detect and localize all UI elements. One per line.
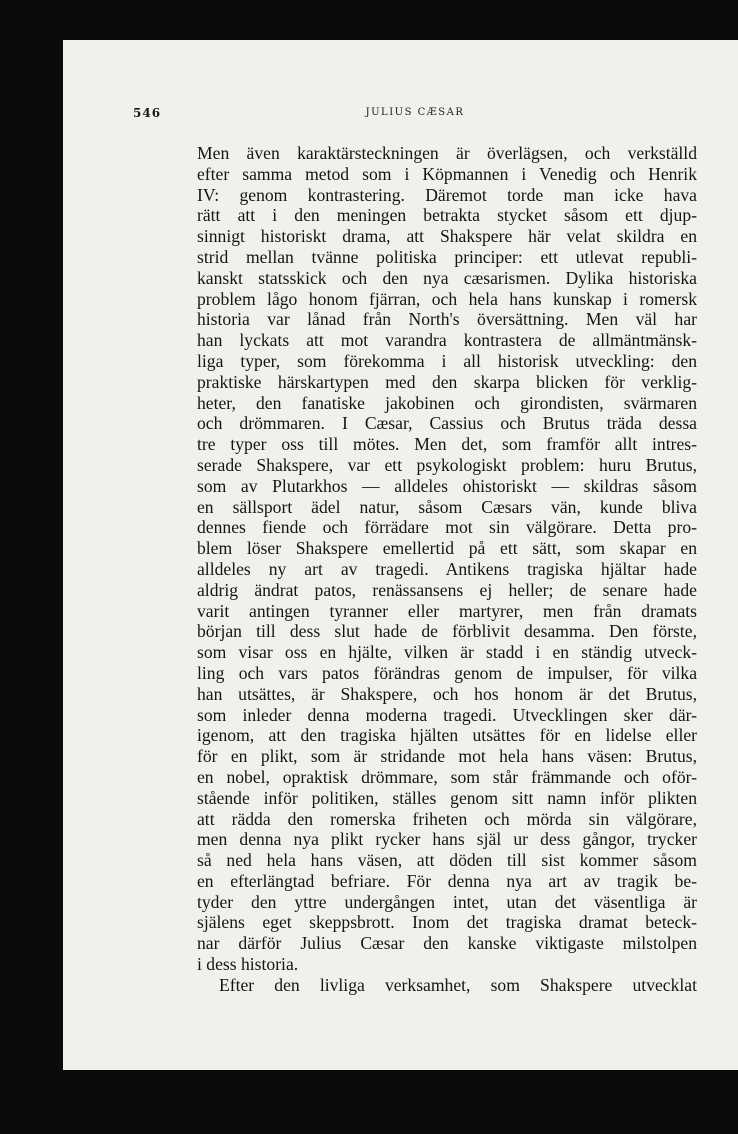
text-line: kanskt statsskick och den nya cæsarismen. Dylika historiska (197, 267, 697, 288)
text-line: blem löser Shakspere emellertid på ett sätt, som skapar en (197, 538, 697, 559)
text-line: serade Shakspere, var ett psykologiskt problem: huru Brutus, (197, 454, 697, 475)
text-line: aldrig ändrat patos, renässansens ej heller; de senare hade (197, 579, 697, 600)
text-line: strid mellan tvänne politiska principer: ett utlevat republi- (197, 246, 697, 267)
text-line: tre typer oss till mötes. Men det, som framför allt intres- (197, 434, 697, 455)
text-line: tyder den yttre undergången intet, utan det väsentliga är (197, 891, 697, 912)
text-line: liga typer, som förekomma i all historisk utveckling: den (197, 350, 697, 371)
text-line: nar därför Julius Cæsar den kanske viktigaste milstolpen (197, 933, 697, 954)
paragraph-end-line: i dess historia. (197, 954, 299, 975)
text-line: själens eget skeppsbrott. Inom det tragiska dramat beteck- (197, 912, 697, 933)
running-title: JULIUS CÆSAR (365, 107, 465, 118)
text-line: Men även karaktärsteckningen är överlägsen, och verkställd (197, 143, 697, 163)
text-line: men denna nya plikt rycker hans själ ur dess gångor, trycker (197, 829, 697, 850)
text-line: dennes fiende och förrädare mot sin välgörare. Detta pro- (197, 517, 697, 538)
text-line: heter, den fanatiske jakobinen och girondisten, svärmaren (197, 392, 697, 413)
text-line: en sällsport ädel natur, såsom Cæsars vän, kunde bliva (197, 496, 697, 517)
text-line: en efterlängtad befriare. För denna nya art av tragik be- (197, 870, 697, 891)
text-line: stående inför politiken, ställes genom sitt namn inför plikten (197, 787, 697, 808)
paragraph-start-line: Efter den livliga verksamhet, som Shakspere utvecklat (219, 974, 697, 995)
text-line: så ned hela hans väsen, att döden till sist kommer såsom (197, 850, 697, 871)
text-line: historia var lånad från North's översättning. Men väl har (197, 309, 697, 330)
text-line: han utsättes, är Shakspere, och hos honom är det Brutus, (197, 683, 697, 704)
text-line: början till dess slut hade de förblivit desamma. Den förste, (197, 621, 697, 642)
text-line: IV: genom kontrastering. Däremot torde man icke hava (197, 184, 697, 205)
text-line: för en plikt, som är stridande mot hela hans väsen: Brutus, (197, 746, 697, 767)
text-line: praktiske härskartypen med den skarpa blicken för verklig- (197, 371, 697, 392)
text-line: ling och vars patos förändras genom de impulser, för vilka (197, 662, 697, 683)
text-line: igenom, att den tragiska hjälten utsättes för en lidelse eller (197, 725, 697, 746)
text-line: varit antingen tyranner eller martyrer, men från dramats (197, 600, 697, 621)
text-line: som visar oss en hjälte, vilken är stadd i en ständig utveck- (197, 642, 697, 663)
text-line: efter samma metod som i Köpmannen i Venedig och Henrik (197, 163, 697, 184)
text-line: en nobel, opraktisk drömmare, som står främmande och oför- (197, 766, 697, 787)
text-line: att rädda den romerska friheten och mörda sin välgörare, (197, 808, 697, 829)
page-header (133, 106, 697, 126)
text-line: problem lågo honom fjärran, och hela hans kunskap i romersk (197, 288, 697, 309)
text-line: som inleder denna moderna tragedi. Utvecklingen sker där- (197, 704, 697, 725)
page-number: 546 (133, 106, 162, 120)
text-line: alldeles ny art av tragedi. Antikens tragiska hjältar hade (197, 558, 697, 579)
text-line: och drömmaren. I Cæsar, Cassius och Brutus träda dessa (197, 413, 697, 434)
text-line: han lyckats att mot varandra kontrastera de allmäntmänsk- (197, 330, 697, 351)
text-line: sinnigt historiskt drama, att Shakspere här velat skildra en (197, 226, 697, 247)
text-line: rätt att i den meningen betrakta stycket såsom ett djup- (197, 205, 697, 226)
body-text (197, 143, 697, 996)
text-line: som av Plutarkhos — alldeles ohistoriskt — skildras såsom (197, 475, 697, 496)
